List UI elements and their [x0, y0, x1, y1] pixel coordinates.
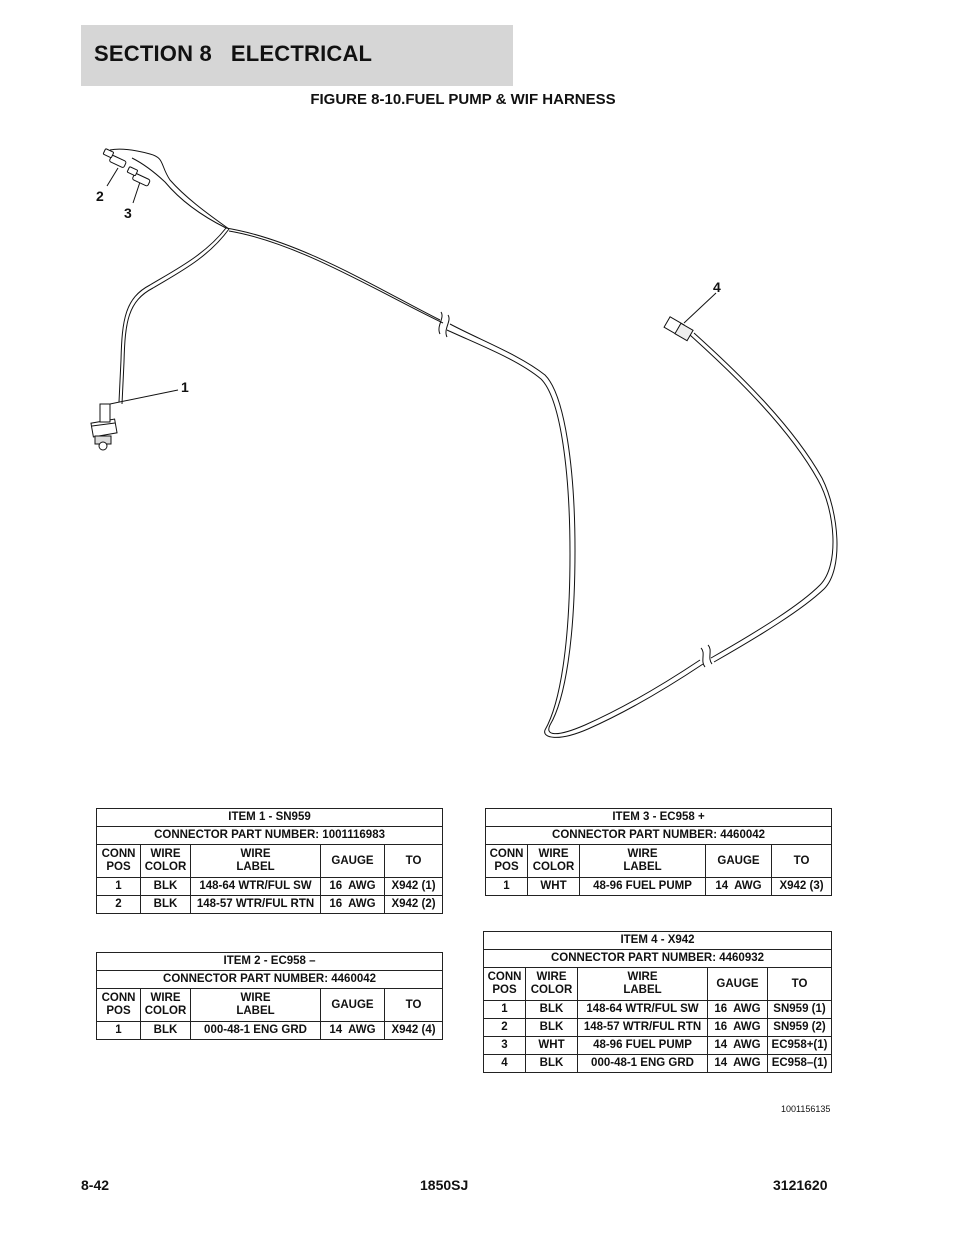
harness-branch-item2-3	[132, 158, 226, 228]
harness-branch-item1	[119, 228, 226, 402]
col-header-gauge: GAUGE	[708, 968, 768, 1001]
break-mark-1	[439, 312, 442, 334]
cell-pos: 1	[486, 878, 528, 896]
cell-pos: 1	[484, 1001, 526, 1019]
col-header-wire-label: WIRE LABEL	[191, 989, 321, 1022]
cell-label: 48-96 FUEL PUMP	[580, 878, 706, 896]
cell-gauge: 14 AWG	[706, 878, 772, 896]
cell-to: SN959 (1)	[768, 1001, 832, 1019]
cell-label: 48-96 FUEL PUMP	[578, 1037, 708, 1055]
cell-to: X942 (3)	[772, 878, 832, 896]
col-header-gauge: GAUGE	[321, 989, 385, 1022]
cell-color: BLK	[526, 1055, 578, 1073]
table-title: ITEM 4 - X942	[484, 932, 832, 950]
col-header-wire-label: WIRE LABEL	[578, 968, 708, 1001]
col-header-wire-color: WIRE COLOR	[141, 989, 191, 1022]
footer-model: 1850SJ	[420, 1177, 469, 1193]
leader-line-1	[110, 390, 178, 404]
cell-color: BLK	[141, 896, 191, 914]
table-row	[484, 1055, 832, 1073]
wire-table-item2	[96, 952, 443, 1040]
table-row	[484, 1001, 832, 1019]
connector-item3	[127, 167, 150, 187]
drawing-id: 1001156135	[781, 1104, 831, 1114]
table-row	[484, 1019, 832, 1037]
col-header-wire-label: WIRE LABEL	[580, 845, 706, 878]
figure-title: FIGURE 8-10.FUEL PUMP & WIF HARNESS	[310, 91, 616, 108]
cell-color: BLK	[141, 878, 191, 896]
footer-page-number: 8-42	[81, 1177, 110, 1193]
section-title: SECTION 8 ELECTRICAL	[94, 41, 373, 66]
cell-color: WHT	[528, 878, 580, 896]
cell-to: EC958+(1)	[768, 1037, 832, 1055]
cell-label: 000-48-1 ENG GRD	[578, 1055, 708, 1073]
leader-line-4	[684, 293, 716, 323]
col-header-gauge: GAUGE	[706, 845, 772, 878]
connector-item4	[664, 317, 693, 341]
cell-label: 148-57 WTR/FUL RTN	[578, 1019, 708, 1037]
table-title: ITEM 3 - EC958 +	[486, 809, 832, 827]
cell-gauge: 16 AWG	[321, 896, 385, 914]
cell-color: BLK	[141, 1022, 191, 1040]
leader-line-3	[133, 182, 140, 203]
col-header-wire-color: WIRE COLOR	[528, 845, 580, 878]
cell-label: 148-64 WTR/FUL SW	[578, 1001, 708, 1019]
table-row	[97, 878, 443, 896]
connector-item2	[103, 149, 126, 168]
table-row	[484, 1037, 832, 1055]
cell-label: 000-48-1 ENG GRD	[191, 1022, 321, 1040]
connector-item1	[91, 404, 117, 450]
leader-line-2	[107, 168, 118, 186]
cell-to: X942 (4)	[385, 1022, 443, 1040]
connector-part-number: CONNECTOR PART NUMBER: 4460042	[97, 971, 443, 989]
harness-main-run	[226, 228, 440, 320]
col-header-conn-pos: CONN POS	[484, 968, 526, 1001]
cell-gauge: 16 AWG	[708, 1001, 768, 1019]
cell-to: SN959 (2)	[768, 1019, 832, 1037]
connector-part-number: CONNECTOR PART NUMBER: 4460042	[486, 827, 832, 845]
col-header-wire-color: WIRE COLOR	[141, 845, 191, 878]
col-header-conn-pos: CONN POS	[97, 845, 141, 878]
cell-pos: 1	[97, 1022, 141, 1040]
callout-3: 3	[124, 205, 132, 221]
table-title: ITEM 2 - EC958 –	[97, 953, 443, 971]
col-header-gauge: GAUGE	[321, 845, 385, 878]
cell-label: 148-57 WTR/FUL RTN	[191, 896, 321, 914]
wire-table-item1	[96, 808, 443, 914]
wire-table-item4	[483, 931, 832, 1073]
cell-gauge: 16 AWG	[708, 1019, 768, 1037]
cell-color: BLK	[526, 1019, 578, 1037]
callout-2: 2	[96, 188, 104, 204]
cell-gauge: 14 AWG	[321, 1022, 385, 1040]
table-row	[97, 896, 443, 914]
cell-to: EC958–(1)	[768, 1055, 832, 1073]
cell-to: X942 (2)	[385, 896, 443, 914]
col-header-to: TO	[768, 968, 832, 1001]
cell-to: X942 (1)	[385, 878, 443, 896]
cell-gauge: 14 AWG	[708, 1037, 768, 1055]
cell-label: 148-64 WTR/FUL SW	[191, 878, 321, 896]
table-row	[486, 878, 832, 896]
col-header-to: TO	[385, 989, 443, 1022]
footer-doc-number: 3121620	[773, 1177, 828, 1193]
table-row	[97, 1022, 443, 1040]
wire-table-item3	[485, 808, 832, 896]
table-title: ITEM 1 - SN959	[97, 809, 443, 827]
cell-pos: 4	[484, 1055, 526, 1073]
col-header-wire-color: WIRE COLOR	[526, 968, 578, 1001]
cell-pos: 3	[484, 1037, 526, 1055]
cell-gauge: 14 AWG	[708, 1055, 768, 1073]
cell-pos: 2	[484, 1019, 526, 1037]
cell-pos: 2	[97, 896, 141, 914]
connector-part-number: CONNECTOR PART NUMBER: 4460932	[484, 950, 832, 968]
col-header-to: TO	[385, 845, 443, 878]
col-header-conn-pos: CONN POS	[486, 845, 528, 878]
cell-color: BLK	[526, 1001, 578, 1019]
connector-part-number: CONNECTOR PART NUMBER: 1001116983	[97, 827, 443, 845]
cell-gauge: 16 AWG	[321, 878, 385, 896]
callout-1: 1	[181, 379, 189, 395]
callout-4: 4	[713, 279, 721, 295]
harness-branch-item4	[690, 335, 833, 658]
col-header-conn-pos: CONN POS	[97, 989, 141, 1022]
cell-color: WHT	[526, 1037, 578, 1055]
cell-pos: 1	[97, 878, 141, 896]
col-header-to: TO	[772, 845, 832, 878]
col-header-wire-label: WIRE LABEL	[191, 845, 321, 878]
